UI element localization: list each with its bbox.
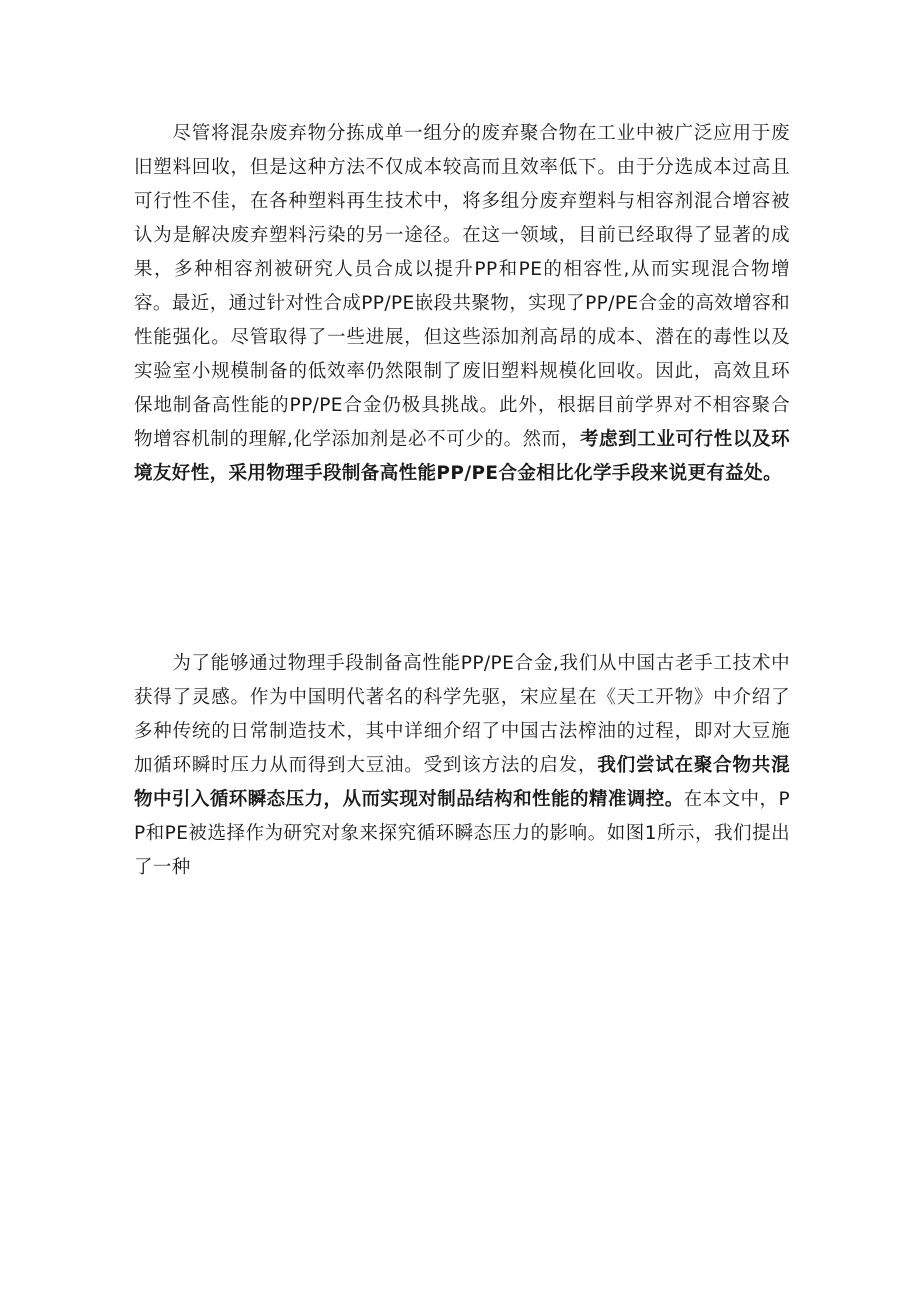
paragraph-2-bold-text: 我们尝试在聚合物共混物中引入循环瞬态压力，从而实现对制品结构和性能的精准调控。 [134,755,790,810]
paragraph-1-bold-text: 考虑到工业可行性以及环境友好性，采用物理手段制备高性能PP/PE合金相比化学手段来说更有益处。 [134,429,791,484]
paragraph-2 [134,647,790,885]
paragraph-1-text: 尽管将混杂废弃物分拣成单一组分的废弃聚合物在工业中被广泛应用于废旧塑料回收，但是这种方法不仅成本较高而且效率低下。由于分选成本过高且可行性不佳，在各种塑料再生技术中，将多组分废弃塑料与相容剂混合增容被认为是解决废弃塑料污染的另一途径。在这一领域，目前已经取得了显著的成果，多种相容剂被研究人员合成以提升PP和PE的相容性,从而实现混合物增容。最近，通过针对性合成PP/PE嵌段共聚物，实现了PP/PE合金的高效增容和性能强化。尽管取得了一些进展，但这些添加剂高昂的成本、潜在的毒性以及实验室小规模制备的低效率仍然限制了废旧塑料规模化回收。因此，高效且环保地制备高性能的PP/PE合金仍极具挑战。此外，根据目前学界对不相容聚合物增容机制的理解,化学添加剂是必不可少的。然而， [134,123,790,450]
paragraph-2-trailing-text: 在本文中，PP和PE被选择作为研究对象来探究循环瞬态压力的影响。如图1所示，我们提出了一种 [134,789,790,878]
paragraph-2-text: 为了能够通过物理手段制备高性能PP/PE合金,我们从中国古老手工技术中获得了灵感。作为中国明代著名的科学先驱，宋应星在《天工开物》中介绍了多种传统的日常制造技术，其中详细介绍了中国古法榨油的过程，即对大豆施加循环瞬时压力从而得到大豆油。受到该方法的启发， [134,653,790,776]
paragraph-1 [134,117,790,491]
